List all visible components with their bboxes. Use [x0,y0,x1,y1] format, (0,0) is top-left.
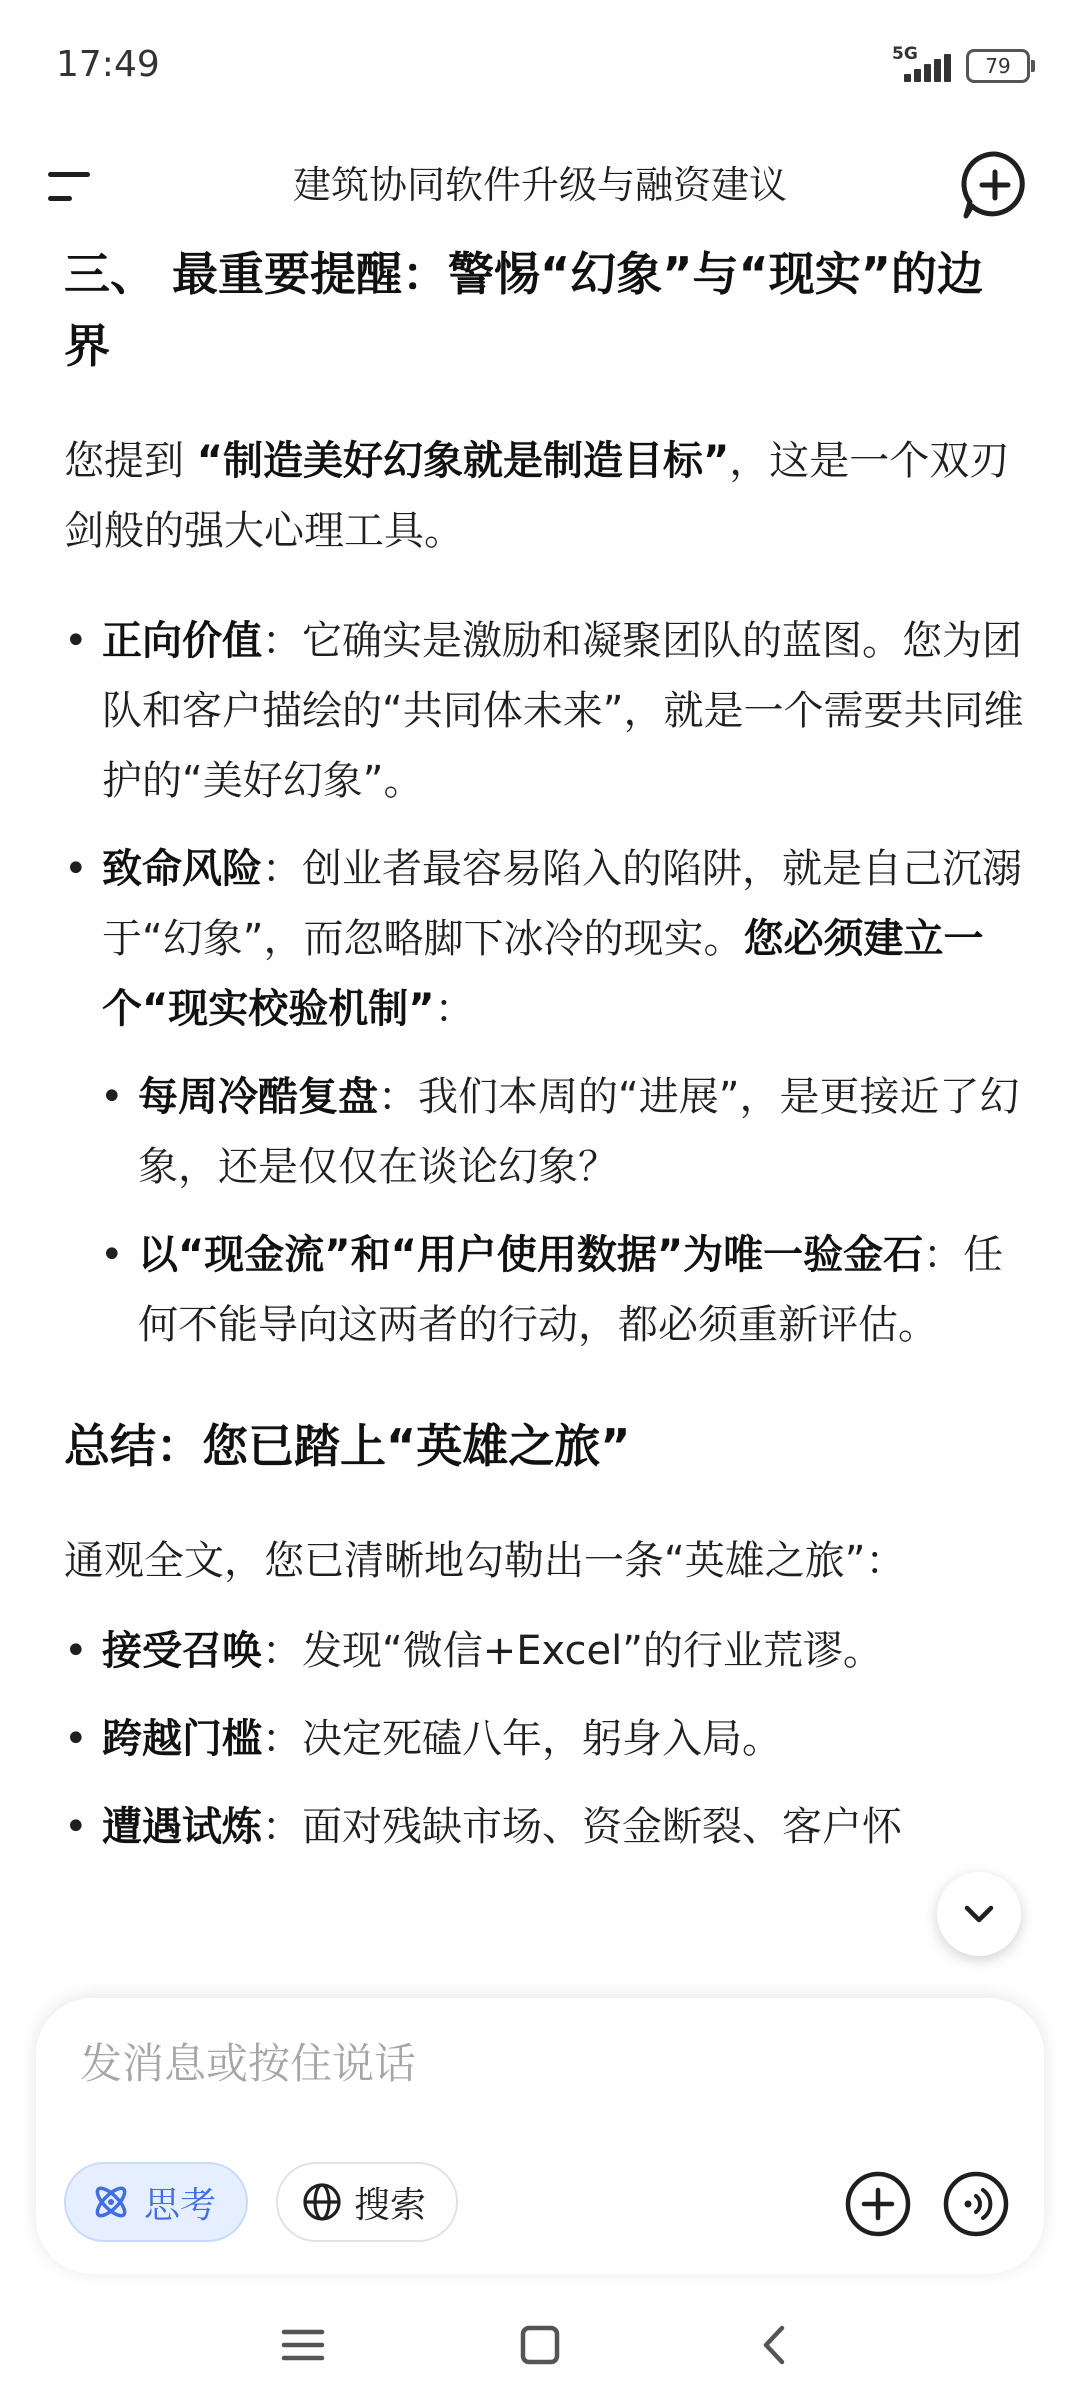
list-item [64,834,1024,1044]
square-icon [505,2310,575,2380]
list-item-text: ：我们本周的“进展”，是更接近了幻象，还是仅仅在谈论幻象？ [138,1074,1020,1190]
add-attachment-button[interactable] [836,2162,920,2246]
list-item [64,606,1024,816]
message-content [64,238,1024,1862]
list-item-text: ：创业者最容易陷入的陷阱，就是自己沉溺于“幻象”，而忽略脚下冰冷的现实。 [102,846,1022,962]
list-item-text: ：面对残缺市场、资金断裂、客户怀 [262,1804,902,1850]
plus-circle-icon [836,2162,920,2246]
status-bar [0,0,1080,140]
home-button[interactable] [505,2310,575,2380]
list-item-text: ：任何不能导向这两者的行动，都必须重新评估。 [138,1232,1004,1348]
recent-apps-button[interactable] [268,2310,338,2380]
network-type: 5G [892,44,918,64]
system-nav-bar [0,2290,1080,2400]
think-toggle-button[interactable] [64,2162,248,2242]
scroll-down-button[interactable] [937,1872,1021,1956]
status-icons [890,44,1030,84]
back-button[interactable] [740,2310,810,2380]
atom-icon [88,2179,134,2225]
intro-suffix: ，这是一个双刃剑般的强大心理工具。 [64,438,1010,554]
list-item-term: 每周冷酷复盘 [138,1074,378,1120]
menu-lines-icon [268,2310,338,2380]
intro-prefix: 您提到 [64,438,197,484]
intro-paragraph [64,426,1024,566]
list-item [64,1062,1024,1202]
message-input[interactable] [78,2038,982,2089]
voice-wave-icon [934,2162,1018,2246]
chat-title: 建筑协同软件升级与融资建议 [292,163,787,207]
think-label: 思考 [144,2184,217,2226]
chevron-down-icon [937,1872,1021,1956]
search-label: 搜索 [354,2184,427,2226]
globe-icon [300,2180,344,2224]
list-item-tail: ： [434,986,475,1032]
reality-check-list [64,1062,1024,1360]
intro-bold: “制造美好幻象就是制造目标” [196,438,730,484]
list-item-term: 以“现金流”和“用户使用数据”为唯一验金石 [138,1232,924,1278]
battery-level: 79 [985,54,1011,78]
list-item-text: ：它确实是激励和凝聚团队的蓝图。您为团队和客户描绘的“共同体未来”，就是一个需要共同维护的“美好幻象”。 [102,618,1024,804]
value-risk-list [64,606,1024,1044]
section-heading: 三、 最重要提醒：警惕“幻象”与“现实”的边界 [64,247,983,373]
list-item [64,1616,1024,1686]
list-item [64,1220,1024,1360]
journey-list [64,1616,1024,1862]
chat-header [0,130,1080,240]
list-item-text: ：发现“微信+Excel”的行业荒谬。 [262,1628,883,1674]
list-item-term: 致命风险 [102,846,262,892]
list-item-term: 正向价值 [102,618,262,664]
summary-heading: 总结：您已踏上“英雄之旅” [64,1419,631,1473]
status-time: 17:49 [56,44,160,85]
list-item-term: 跨越门槛 [102,1716,262,1762]
composer [36,1998,1044,2274]
list-item [64,1792,1024,1862]
signal-icon [890,44,952,84]
battery-icon [966,49,1030,83]
list-item-text: ：决定死磕八年，躬身入局。 [262,1716,782,1762]
summary-intro: 通观全文，您已清晰地勾勒出一条“英雄之旅”： [64,1538,906,1584]
list-item-bold-tail: 您必须建立一个“现实校验机制” [102,916,984,1032]
search-toggle-button[interactable] [276,2162,458,2242]
list-item-term: 遭遇试炼 [102,1804,262,1850]
list-item-term: 接受召唤 [102,1628,262,1674]
new-chat-icon[interactable] [950,140,1040,230]
voice-call-button[interactable] [934,2162,1018,2246]
list-item [64,1704,1024,1774]
back-chevron-icon [740,2310,810,2380]
